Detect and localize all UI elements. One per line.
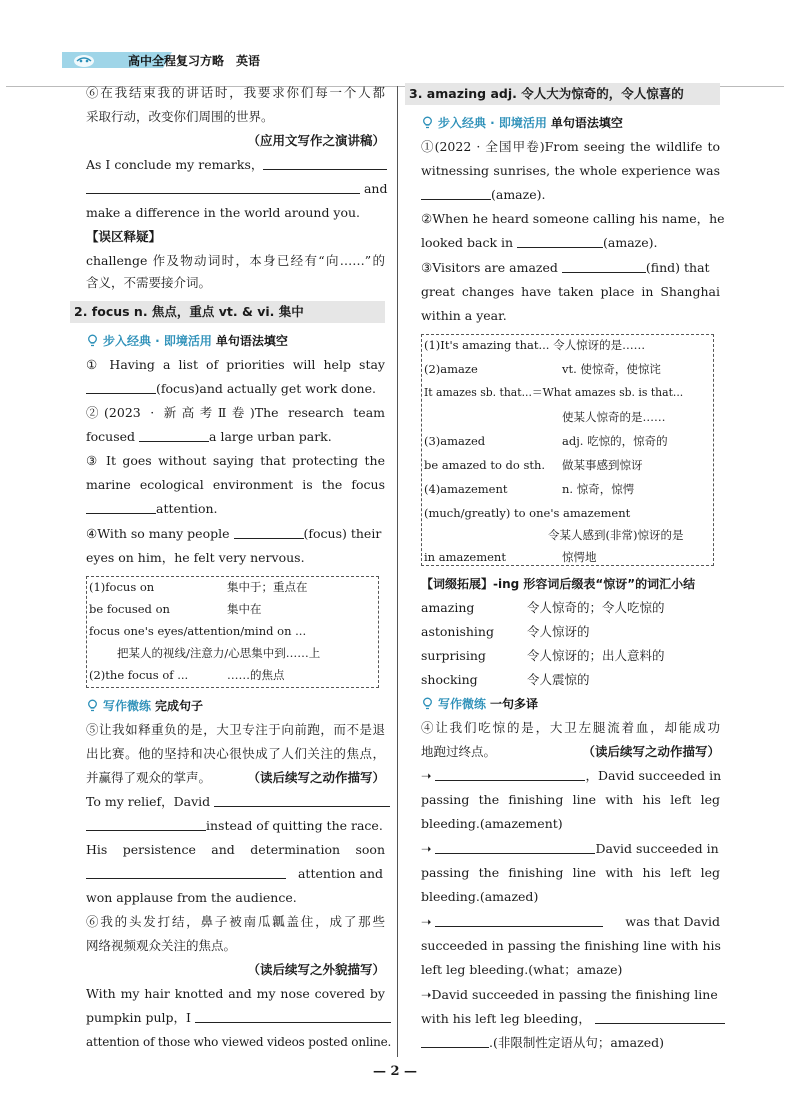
- translation-line: [421, 766, 721, 786]
- text-line: With my hair knotted and my nose covered by: [86, 986, 385, 1001]
- question-text: attention and: [297, 866, 383, 881]
- question-line: witnessing sunrises, the whole experience was: [421, 163, 720, 178]
- bulb-icon: [86, 699, 99, 712]
- sentence-start: As I conclude my remarks，: [86, 157, 264, 172]
- answer-blank[interactable]: [195, 1009, 391, 1023]
- box-meaning: 集中在: [227, 602, 262, 616]
- word-item: amazing: [421, 600, 475, 615]
- question-line: great changes have taken place in Shanghai: [421, 284, 720, 299]
- question-line: within a year.: [421, 308, 507, 323]
- text-line: make a difference in the world around you.: [86, 205, 361, 220]
- word-item: surprising: [421, 648, 486, 663]
- arrow-icon: ➝: [421, 914, 432, 929]
- box-meaning: 把某人的视线/注意力/心思集中到……上: [117, 646, 321, 660]
- answer-blank[interactable]: [214, 793, 390, 807]
- box-phrase: (1)It's amazing that... 令人惊讶的是……: [424, 338, 646, 352]
- text-line: ⑤让我如释重负的是，大卫专注于向前跑，而不是退: [86, 722, 385, 737]
- question-line: eyes on him，he felt very nervous.: [86, 550, 305, 565]
- question-text: was that David: [625, 914, 720, 929]
- question-text: focused: [86, 429, 136, 444]
- section-heading-focus: 2. focus n. 焦点，重点 vt. & vi. 集中: [70, 301, 385, 323]
- step-title: 单句语法填空: [215, 334, 288, 348]
- box-phrase: (1)focus on: [89, 580, 155, 594]
- box-meaning: ……的焦点: [227, 668, 285, 682]
- question-text: pumpkin pulp，I: [86, 1010, 191, 1025]
- text-line: [86, 768, 385, 788]
- text-line: ⑥我的头发打结，鼻子被南瓜瓤盖住，成了那些: [86, 914, 385, 929]
- text-line: 网络视频观众关注的焦点。: [86, 938, 237, 953]
- answer-blank[interactable]: [234, 525, 304, 539]
- step-title: 单句语法填空: [550, 116, 623, 130]
- text-line: [421, 1009, 725, 1029]
- text-line: 采取行动，改变你们周围的世界。: [86, 109, 274, 124]
- question-line: [421, 233, 658, 253]
- answer-blank[interactable]: [517, 234, 603, 248]
- text-line: [86, 179, 388, 199]
- answer-blank[interactable]: [86, 180, 360, 194]
- step-title: 完成句子: [155, 699, 204, 713]
- step-heading: [421, 113, 623, 133]
- question-text: David succeeded in: [595, 841, 719, 856]
- question-text: (find) that: [645, 260, 710, 275]
- step-heading: [86, 696, 203, 716]
- text-line: challenge 作及物动词时，本身已经有“向……”的: [86, 253, 385, 268]
- answer-blank[interactable]: [435, 840, 595, 854]
- text-line: [86, 864, 383, 884]
- step-title: 一句多译: [490, 697, 539, 711]
- step-label: 步入经典 · 即境活用: [103, 334, 212, 348]
- affix-heading: 【词缀拓展】-ing 形容词后缀表“惊讶”的词汇小结: [421, 577, 696, 591]
- box-meaning: adj. 吃惊的，惊奇的: [562, 434, 668, 448]
- box-phrase: focus one's eyes/attention/mind on ...: [89, 624, 307, 638]
- box-phrase: be focused on: [89, 602, 170, 616]
- section-heading-amazing: 3. amazing adj. 令人大为惊奇的，令人惊喜的: [405, 83, 720, 105]
- box-meaning: vt. 使惊奇，使惊诧: [562, 362, 661, 376]
- question-line: ①(2022 · 全国甲卷)From seeing the wildlife to: [421, 139, 720, 154]
- box-meaning: 使某人惊奇的是……: [562, 410, 666, 424]
- question-text: (amaze).: [603, 235, 658, 250]
- bulb-icon: [421, 697, 434, 710]
- box-phrase: (much/greatly) to one's amazement: [424, 506, 631, 520]
- question-text: a large urban park.: [209, 429, 332, 444]
- text-line: bleeding.(amazed): [421, 889, 539, 904]
- usage-box: [421, 334, 714, 566]
- box-meaning: 令某人感到(非常)惊讶的是: [548, 528, 684, 542]
- text-line: [421, 1033, 664, 1053]
- box-phrase: (4)amazement: [424, 482, 508, 496]
- translation-line: [421, 839, 719, 859]
- question-line: ① Having a list of priorities will help stay: [86, 357, 385, 372]
- question-text: ③Visitors are amazed: [421, 260, 558, 275]
- answer-blank[interactable]: [562, 259, 646, 273]
- box-phrase: be amazed to do sth.: [424, 458, 546, 472]
- question-line: [86, 379, 376, 399]
- word-meaning: 令人惊讶的: [527, 624, 590, 639]
- question-line: marine ecological environment is the focus: [86, 477, 385, 492]
- text-line: left leg bleeding.(what；amaze): [421, 962, 623, 977]
- source-tag: （应用文写作之演讲稿）: [247, 133, 385, 148]
- step-heading: [421, 694, 538, 714]
- book-logo-icon: [72, 52, 96, 68]
- word-item: astonishing: [421, 624, 494, 639]
- word-meaning: 令人惊奇的；令人吃惊的: [527, 600, 665, 615]
- box-meaning: 做某事感到惊讶: [562, 458, 643, 472]
- subject-label: 英语: [236, 54, 261, 68]
- text-line: 出比赛。他的坚持和决心很快成了人们关注的焦点，: [86, 746, 385, 761]
- book-title: 高中全程复习方略: [128, 54, 225, 68]
- text-line: [86, 792, 390, 812]
- question-text: David succeeded in passing the finishing line: [431, 987, 718, 1002]
- question-line: ②When he heard someone calling his name，he: [421, 211, 725, 226]
- answer-blank[interactable]: [595, 1010, 725, 1024]
- text-line: passing the finishing line with his left leg: [421, 865, 720, 880]
- text-line: 含义，不需要接介词。: [86, 275, 212, 290]
- step-label: 步入经典 · 即境活用: [438, 116, 547, 130]
- word-meaning: 令人惊讶的；出人意料的: [527, 648, 665, 663]
- question-text: (amaze).: [491, 187, 546, 202]
- question-text: attention.: [156, 501, 218, 516]
- arrow-icon: ➝: [421, 841, 432, 856]
- conjunction: and: [363, 181, 388, 196]
- source-tag: （读后续写之动作描写）: [582, 744, 720, 759]
- question-text: looked back in: [421, 235, 514, 250]
- box-meaning: 惊愕地: [562, 550, 597, 564]
- text-line: ⑥在我结束我的讲话时，我要求你们每一个人都: [86, 85, 385, 100]
- column-divider: [397, 86, 398, 1057]
- word-meaning: 令人震惊的: [527, 672, 590, 687]
- question-text: 地跑过终点。: [421, 744, 497, 759]
- box-meaning: 集中于；重点在: [227, 580, 308, 594]
- text-line: attention of those who viewed videos posted online.: [86, 1035, 392, 1049]
- question-text: with his left leg bleeding，: [421, 1011, 591, 1026]
- source-tag: （读后续写之外貌描写）: [247, 962, 385, 977]
- text-line: [421, 742, 720, 762]
- text-line: ④让我们吃惊的是，大卫左腿流着血，却能成功: [421, 720, 720, 735]
- question-line: [421, 258, 710, 278]
- text-line: [86, 816, 383, 836]
- question-text: (focus) their: [303, 526, 382, 541]
- box-meaning: n. 惊奇，惊愕: [562, 482, 635, 496]
- usage-box: [86, 576, 379, 688]
- box-phrase: It amazes sb. that...＝What amazes sb. is that...: [424, 386, 684, 399]
- question-text: (focus)and actually get work done.: [156, 381, 376, 396]
- question-text: .(非限制性定语从句；amazed): [489, 1035, 664, 1050]
- box-phrase: in amazement: [424, 550, 506, 564]
- question-line: [421, 185, 545, 205]
- text-line: passing the finishing line with his left leg: [421, 792, 720, 807]
- answer-blank[interactable]: [421, 1034, 489, 1048]
- source-tag: （读后续写之动作描写）: [247, 770, 385, 785]
- page-number: — 2 —: [372, 1064, 418, 1079]
- question-text: ，David succeeded in: [585, 768, 722, 783]
- word-item: shocking: [421, 672, 478, 687]
- note-heading: 【误区释疑】: [86, 229, 162, 244]
- step-label: 写作微练: [103, 699, 152, 713]
- answer-blank[interactable]: [86, 865, 286, 879]
- answer-blank[interactable]: [86, 817, 206, 831]
- text-line: [86, 1008, 391, 1028]
- bulb-icon: [86, 334, 99, 347]
- answer-blank[interactable]: [263, 156, 387, 170]
- page-header: [62, 50, 362, 70]
- answer-blank[interactable]: [435, 913, 603, 927]
- question-line: [86, 524, 381, 544]
- step-label: 写作微练: [438, 697, 487, 711]
- translation-line: [421, 912, 720, 932]
- step-heading: [86, 331, 288, 351]
- question-text: 并赢得了观众的掌声。: [86, 770, 212, 785]
- answer-blank[interactable]: [86, 380, 156, 394]
- box-phrase: (2)amaze: [424, 362, 478, 376]
- text-line: bleeding.(amazement): [421, 816, 563, 831]
- answer-blank[interactable]: [139, 428, 209, 442]
- header-title: [128, 52, 260, 69]
- text-line: succeeded in passing the finishing line with his: [421, 938, 721, 953]
- text-line: won applause from the audience.: [86, 890, 297, 905]
- arrow-icon: ➝: [421, 987, 432, 1002]
- question-text: instead of quitting the race.: [206, 818, 383, 833]
- question-text: To my relief，David: [86, 794, 211, 809]
- question-line: [86, 499, 218, 519]
- text-line: His persistence and determination soon: [86, 842, 385, 857]
- box-phrase: (3)amazed: [424, 434, 486, 448]
- answer-blank[interactable]: [435, 767, 585, 781]
- answer-blank[interactable]: [86, 500, 156, 514]
- box-phrase: (2)the focus of ...: [89, 668, 189, 682]
- bulb-icon: [421, 116, 434, 129]
- question-line: ③ It goes without saying that protecting the: [86, 453, 385, 468]
- text-line: [86, 155, 387, 175]
- translation-line: [421, 985, 720, 1005]
- question-line: ②(2023 · 新高考Ⅱ卷)The research team: [86, 405, 385, 420]
- question-line: [86, 427, 332, 447]
- question-text: ④With so many people: [86, 526, 230, 541]
- arrow-icon: ➝: [421, 768, 432, 783]
- answer-blank[interactable]: [421, 186, 491, 200]
